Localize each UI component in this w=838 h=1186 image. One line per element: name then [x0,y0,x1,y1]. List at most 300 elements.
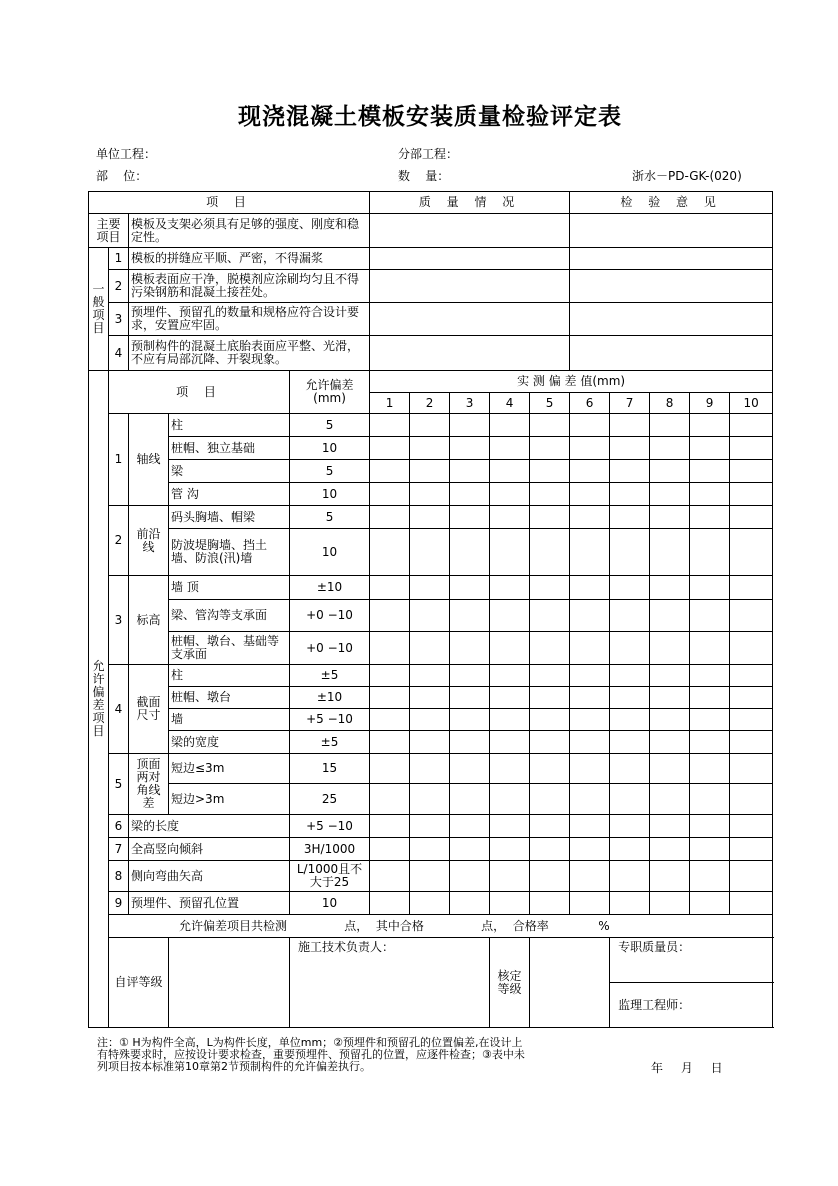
measure-cell[interactable] [730,665,773,687]
measure-cell[interactable] [570,414,610,437]
measure-cell[interactable] [530,414,570,437]
deviation-row [89,861,773,892]
measure-cell[interactable] [610,600,650,632]
measure-cell[interactable] [610,731,650,754]
measure-cell[interactable] [530,861,570,892]
measure-cell[interactable] [410,665,450,687]
measure-cell[interactable] [410,483,450,506]
measure-cell[interactable] [570,483,610,506]
measure-cell[interactable] [490,576,530,600]
measure-cell[interactable] [650,506,690,529]
opinion-cell[interactable] [570,303,773,336]
measure-cell[interactable] [650,861,690,892]
measure-cell[interactable] [490,414,530,437]
measure-cell[interactable] [370,754,410,784]
quality-cell[interactable] [370,270,570,303]
deviation-row [89,892,773,915]
measure-cell[interactable] [530,437,570,460]
group-no: 3 [109,576,129,665]
measure-cell[interactable] [690,784,730,815]
measure-cell[interactable] [530,784,570,815]
measure-cell[interactable] [450,460,490,483]
measure-cell[interactable] [370,815,410,838]
measure-cell[interactable] [650,632,690,665]
opinion-cell[interactable] [570,214,773,248]
sub-project-label: 分部工程： [398,147,459,161]
measure-cell[interactable] [650,437,690,460]
sub-item: 柱 [169,414,290,437]
measure-cell[interactable] [370,687,410,709]
allowed-value: +0 −10 [290,632,370,665]
measure-cell[interactable] [610,687,650,709]
measure-cell[interactable] [690,838,730,861]
measure-cell[interactable] [410,754,450,784]
group-name: 截面尺寸 [129,665,169,754]
deviation-row [89,437,773,460]
measure-cell[interactable] [490,838,530,861]
allowed-value: 25 [290,784,370,815]
measure-cell[interactable] [730,815,773,838]
measure-cell[interactable] [650,600,690,632]
group-no: 2 [109,506,129,576]
group-no: 7 [109,838,129,861]
measure-cell[interactable] [450,892,490,915]
measure-cell[interactable] [650,687,690,709]
measure-cell[interactable] [450,483,490,506]
measure-cell[interactable] [610,460,650,483]
measure-cell[interactable] [450,815,490,838]
sub-item: 防波堤胸墙、挡土墙、防浪(汛)墙 [169,529,290,576]
measure-cell[interactable] [610,784,650,815]
allowed-value: 3H/1000 [290,838,370,861]
allowed-value: 10 [290,529,370,576]
deviation-row [89,506,773,529]
measure-cell[interactable] [610,815,650,838]
measure-index: 6 [570,393,610,414]
measure-cell[interactable] [570,784,610,815]
measure-cell[interactable] [570,731,610,754]
measure-cell[interactable] [370,632,410,665]
deviation-category: 允许偏差项目 [89,371,109,1028]
measure-index: 9 [690,393,730,414]
general-item-text: 模板表面应干净，脱模剂应涂刷均匀且不得污染钢筋和混凝土接茬处。 [129,270,370,303]
quality-cell[interactable] [370,336,570,371]
measure-cell[interactable] [370,784,410,815]
self-grade-label: 自评等级 [109,938,169,1028]
measure-cell[interactable] [730,576,773,600]
measure-cell[interactable] [650,460,690,483]
deviation-row [89,665,773,687]
measure-cell[interactable] [730,437,773,460]
measure-cell[interactable] [650,754,690,784]
measure-cell[interactable] [410,838,450,861]
measure-cell[interactable] [450,414,490,437]
measure-cell[interactable] [570,815,610,838]
measure-cell[interactable] [610,576,650,600]
measure-cell[interactable] [450,665,490,687]
measure-cell[interactable] [370,483,410,506]
group-name: 前沿线 [129,506,169,576]
measure-cell[interactable] [370,892,410,915]
allowed-value: 10 [290,483,370,506]
measure-cell[interactable] [490,437,530,460]
measure-cell[interactable] [490,529,530,576]
measure-cell[interactable] [370,731,410,754]
allowed-value: +5 −10 [290,815,370,838]
measure-cell[interactable] [490,632,530,665]
measure-index: 1 [370,393,410,414]
measure-cell[interactable] [450,784,490,815]
measure-cell[interactable] [570,600,610,632]
measure-cell[interactable] [490,600,530,632]
sub-item: 码头胸墙、帽梁 [169,506,290,529]
measure-cell[interactable] [490,815,530,838]
measure-cell[interactable] [450,632,490,665]
measure-cell[interactable] [490,709,530,731]
measure-cell[interactable] [530,506,570,529]
measure-cell[interactable] [370,576,410,600]
group-name: 侧向弯曲矢高 [129,861,290,892]
allowed-value: 10 [290,892,370,915]
measure-cell[interactable] [730,632,773,665]
measure-cell[interactable] [610,483,650,506]
measure-cell[interactable] [690,632,730,665]
measure-cell[interactable] [610,506,650,529]
allowed-value: ±5 [290,665,370,687]
measure-cell[interactable] [730,709,773,731]
measure-cell[interactable] [690,414,730,437]
measure-cell[interactable] [410,460,450,483]
deviation-row [89,483,773,506]
group-name: 顶面两对角线差 [129,754,169,815]
sub-item: 墙 顶 [169,576,290,600]
supervisor-cell[interactable] [610,983,773,1028]
measure-cell[interactable] [530,687,570,709]
deviation-row [89,529,773,576]
group-name: 预埋件、预留孔位置 [129,892,290,915]
measure-cell[interactable] [370,506,410,529]
measure-cell[interactable] [410,632,450,665]
measure-cell[interactable] [650,731,690,754]
measure-cell[interactable] [690,529,730,576]
measure-cell[interactable] [610,709,650,731]
measure-cell[interactable] [410,784,450,815]
sub-item: 桩帽、墩台 [169,687,290,709]
measure-cell[interactable] [450,687,490,709]
deviation-summary: 允许偏差项目共检测 点， 其中合格 点， 合格率 % [109,915,773,938]
measure-cell[interactable] [690,731,730,754]
group-no: 6 [109,815,129,838]
measure-cell[interactable] [730,460,773,483]
measure-cell[interactable] [570,892,610,915]
measure-cell[interactable] [690,892,730,915]
measure-cell[interactable] [530,576,570,600]
measure-cell[interactable] [690,483,730,506]
measure-cell[interactable] [490,506,530,529]
allowed-value: 15 [290,754,370,784]
measure-cell[interactable] [690,506,730,529]
deviation-row [89,632,773,665]
quality-cell[interactable] [370,214,570,248]
measure-cell[interactable] [490,892,530,915]
measure-cell[interactable] [730,506,773,529]
unit-project-label: 单位工程： [96,147,157,161]
measure-cell[interactable] [450,731,490,754]
opinion-cell[interactable] [570,336,773,371]
opinion-cell[interactable] [570,248,773,270]
measure-cell[interactable] [410,731,450,754]
measure-cell[interactable] [450,437,490,460]
measure-cell[interactable] [530,815,570,838]
measure-cell[interactable] [690,665,730,687]
measure-cell[interactable] [730,600,773,632]
sub-item: 梁 [169,460,290,483]
measure-cell[interactable] [410,506,450,529]
measure-cell[interactable] [450,576,490,600]
measure-cell[interactable] [730,529,773,576]
sub-item: 柱 [169,665,290,687]
measure-cell[interactable] [650,838,690,861]
allowed-value: 5 [290,506,370,529]
main-item-text: 模板及支架必须具有足够的强度、刚度和稳定性。 [129,214,370,248]
allowed-value: 5 [290,460,370,483]
location-label: 部 位： [96,169,148,183]
tech-lead-sign-cell[interactable] [290,938,490,1028]
measure-cell[interactable] [610,414,650,437]
measure-index: 4 [490,393,530,414]
measure-cell[interactable] [450,838,490,861]
measure-cell[interactable] [570,632,610,665]
measure-cell[interactable] [650,709,690,731]
general-item-no: 1 [109,248,129,270]
supervisor-label: 监理工程师： [618,997,691,1012]
group-no: 4 [109,665,129,754]
measure-cell[interactable] [370,414,410,437]
measure-cell[interactable] [730,687,773,709]
quality-officer-label: 专职质量员： [618,940,691,954]
measure-cell[interactable] [690,437,730,460]
measure-cell[interactable] [570,838,610,861]
measure-cell[interactable] [730,838,773,861]
sub-item: 管 沟 [169,483,290,506]
quality-cell[interactable] [370,303,570,336]
measure-cell[interactable] [610,632,650,665]
measure-cell[interactable] [690,460,730,483]
measure-cell[interactable] [490,665,530,687]
measure-cell[interactable] [370,709,410,731]
measure-cell[interactable] [650,665,690,687]
measure-cell[interactable] [610,665,650,687]
deviation-row [89,815,773,838]
measure-cell[interactable] [730,414,773,437]
measure-cell[interactable] [370,838,410,861]
quality-cell[interactable] [370,248,570,270]
measure-index: 7 [610,393,650,414]
measure-cell[interactable] [450,709,490,731]
footnote: 注：① H为构件全高，L为构件长度，单位mm；②预埋件和预留孔的位置偏差,在设计上有特殊要求时，应按设计要求检查，重要预埋件、预留孔的位置，应逐件检查；③表中未列项目按本标准第10章第2节预制构件的允许偏差执行。 [97,1036,525,1073]
measure-cell[interactable] [650,483,690,506]
measure-cell[interactable] [530,838,570,861]
measure-cell[interactable] [410,414,450,437]
measure-index: 5 [530,393,570,414]
general-item-no: 4 [109,336,129,371]
group-no: 5 [109,754,129,815]
measure-cell[interactable] [410,687,450,709]
item-column-header: 项 目 [89,192,370,214]
measure-cell[interactable] [490,483,530,506]
measure-cell[interactable] [410,437,450,460]
group-name: 轴线 [129,414,169,506]
measure-cell[interactable] [530,460,570,483]
self-grade-cell[interactable] [169,938,290,1028]
measure-cell[interactable] [650,576,690,600]
deviation-row [89,754,773,784]
measure-cell[interactable] [490,861,530,892]
measure-cell[interactable] [570,576,610,600]
measure-cell[interactable] [570,529,610,576]
measure-cell[interactable] [370,437,410,460]
group-name: 全高竖向倾斜 [129,838,290,861]
measure-cell[interactable] [610,838,650,861]
measure-cell[interactable] [570,687,610,709]
measure-cell[interactable] [490,460,530,483]
measure-cell[interactable] [650,815,690,838]
measure-cell[interactable] [730,861,773,892]
measure-cell[interactable] [690,754,730,784]
measure-cell[interactable] [570,665,610,687]
allowed-value: +5 −10 [290,709,370,731]
measure-cell[interactable] [410,576,450,600]
measure-cell[interactable] [490,731,530,754]
deviation-row [89,687,773,709]
opinion-cell[interactable] [570,270,773,303]
allowed-value: 5 [290,414,370,437]
verify-grade-cell[interactable] [530,938,610,1028]
measure-cell[interactable] [730,754,773,784]
measure-cell[interactable] [690,687,730,709]
measure-cell[interactable] [650,414,690,437]
measure-cell[interactable] [410,600,450,632]
measure-index: 8 [650,393,690,414]
measure-cell[interactable] [410,529,450,576]
measure-cell[interactable] [610,754,650,784]
measure-cell[interactable] [610,437,650,460]
measure-cell[interactable] [450,861,490,892]
measure-cell[interactable] [410,861,450,892]
deviation-row [89,576,773,600]
measure-cell[interactable] [370,529,410,576]
measure-cell[interactable] [530,665,570,687]
sub-item: 桩帽、独立基础 [169,437,290,460]
measure-cell[interactable] [450,754,490,784]
measure-cell[interactable] [410,709,450,731]
measure-cell[interactable] [570,709,610,731]
measure-cell[interactable] [490,754,530,784]
allowed-value: L/1000且不大于25 [290,861,370,892]
measure-cell[interactable] [530,483,570,506]
measure-cell[interactable] [690,576,730,600]
measure-cell[interactable] [410,815,450,838]
deviation-row [89,709,773,731]
measure-cell[interactable] [730,892,773,915]
measure-cell[interactable] [530,600,570,632]
measure-index: 2 [410,393,450,414]
measure-cell[interactable] [530,892,570,915]
measure-cell[interactable] [570,437,610,460]
measure-cell[interactable] [650,529,690,576]
main-item-category: 主要项目 [89,214,129,248]
measure-index: 10 [730,393,773,414]
general-item-text: 预制构件的混凝土底胎表面应平整、光滑，不应有局部沉降、开裂现象。 [129,336,370,371]
measure-cell[interactable] [690,709,730,731]
date-label: 年 月 日 [651,1061,724,1075]
measure-cell[interactable] [370,665,410,687]
measure-cell[interactable] [410,892,450,915]
measure-cell[interactable] [730,731,773,754]
measure-cell[interactable] [610,529,650,576]
general-category: 一般项目 [89,248,109,371]
allowed-deviation-header: 允许偏差(mm) [290,371,370,414]
allowed-value: +0 −10 [290,600,370,632]
measure-cell[interactable] [530,731,570,754]
measure-cell[interactable] [450,600,490,632]
measure-cell[interactable] [570,506,610,529]
measure-cell[interactable] [730,483,773,506]
inspection-table [88,191,773,1028]
deviation-row [89,460,773,483]
measure-cell[interactable] [450,529,490,576]
measure-cell[interactable] [690,815,730,838]
quality-officer-cell[interactable] [610,938,773,983]
tech-lead-label: 施工技术负责人： [298,940,395,954]
measure-cell[interactable] [490,687,530,709]
measure-cell[interactable] [690,861,730,892]
opinion-column-header: 检 验 意 见 [570,192,773,214]
measure-cell[interactable] [650,892,690,915]
general-item-no: 3 [109,303,129,336]
verify-grade-label: 核定等级 [490,938,530,1028]
deviation-row [89,784,773,815]
measure-cell[interactable] [570,754,610,784]
measure-cell[interactable] [490,784,530,815]
deviation-row [89,838,773,861]
measure-cell[interactable] [530,754,570,784]
measure-cell[interactable] [570,460,610,483]
measure-cell[interactable] [530,709,570,731]
deviation-row [89,600,773,632]
measure-index: 3 [450,393,490,414]
measure-cell[interactable] [370,460,410,483]
sub-item: 墙 [169,709,290,731]
measured-deviation-header: 实 测 偏 差 值(mm) [370,371,773,393]
measure-cell[interactable] [650,784,690,815]
group-no: 1 [109,414,129,506]
measure-cell[interactable] [530,529,570,576]
measure-cell[interactable] [370,861,410,892]
measure-cell[interactable] [370,600,410,632]
measure-cell[interactable] [450,506,490,529]
measure-cell[interactable] [610,861,650,892]
measure-cell[interactable] [610,892,650,915]
measure-cell[interactable] [530,632,570,665]
general-item-text: 预埋件、预留孔的数量和规格应符合设计要求，安置应牢固。 [129,303,370,336]
measure-cell[interactable] [690,600,730,632]
measure-cell[interactable] [570,861,610,892]
measure-cell[interactable] [730,784,773,815]
page-title: 现浇混凝土模板安装质量检验评定表 [238,104,622,130]
allowed-value: ±5 [290,731,370,754]
sub-item: 梁的宽度 [169,731,290,754]
